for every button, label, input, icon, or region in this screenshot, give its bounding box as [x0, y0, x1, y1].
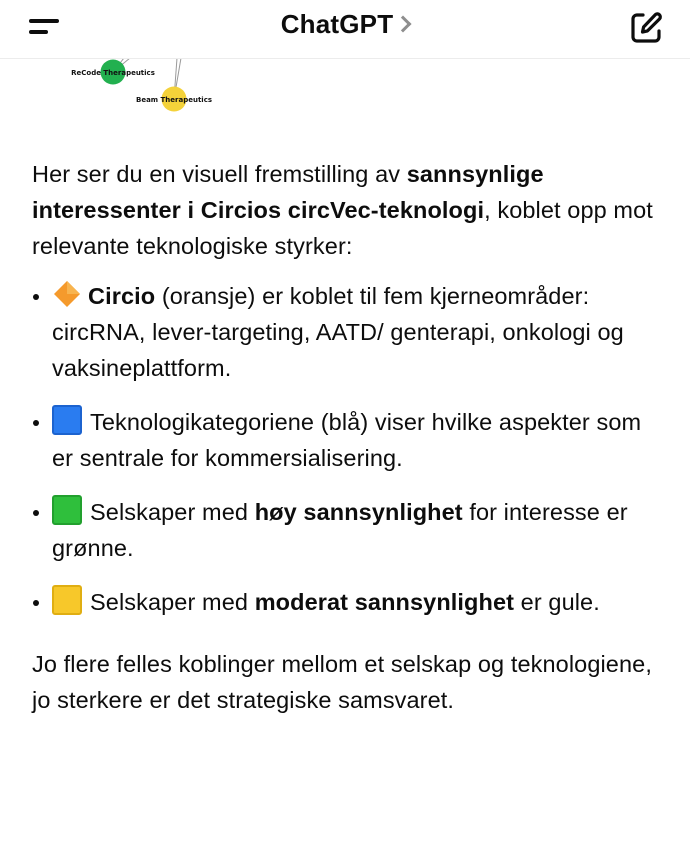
- outro-paragraph: Jo flere felles koblinger mellom et selskap og teknologiene, jo sterkere er det strategiske samsvaret.: [32, 651, 652, 713]
- list-item: Teknologikategoriene (blå) viser hvilke aspekter som er sentrale for kommersialisering.: [32, 404, 662, 476]
- new-chat-button[interactable]: [626, 8, 666, 48]
- compose-icon: [626, 8, 666, 48]
- top-bar: [0, 0, 690, 59]
- orange-diamond-icon: [52, 279, 82, 309]
- network-graph-image: [0, 58, 690, 118]
- green-square-icon: [52, 495, 82, 525]
- list-item: Circio (oransje) er koblet til fem kjerneområder: circRNA, lever-targeting, AATD/ genterapi, onkologi og vaksineplattform.: [32, 278, 662, 386]
- intro-paragraph: Her ser du en visuell fremstilling av sannsynlige interessenter i Circios circVec-teknologi, koblet opp mot relevante teknologiske styrker:: [32, 161, 653, 259]
- model-selector[interactable]: [0, 9, 690, 40]
- app-title: ChatGPT: [280, 9, 394, 39]
- chevron-right-icon: [395, 16, 412, 33]
- legend-list: [32, 278, 662, 620]
- yellow-square-icon: [52, 585, 82, 615]
- list-item: Selskaper med høy sannsynlighet for interesse er grønne.: [32, 494, 662, 566]
- graph-label-recode: ReCode Therapeutics: [71, 69, 155, 77]
- assistant-message: [32, 156, 662, 718]
- blue-square-icon: [52, 405, 82, 435]
- list-item: Selskaper med moderat sannsynlighet er gule.: [32, 584, 662, 620]
- graph-label-beam: Beam Therapeutics: [135, 96, 213, 104]
